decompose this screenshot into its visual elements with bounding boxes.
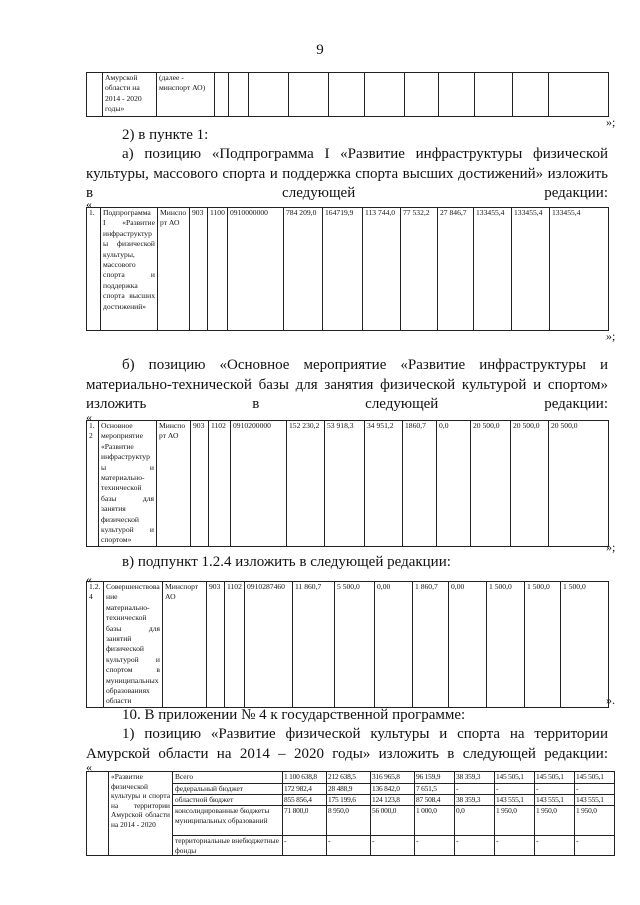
row-value: 133455,4 xyxy=(550,208,609,331)
row-value: 133455,4 xyxy=(512,208,550,331)
funding-value: 1 950,0 xyxy=(535,806,575,836)
row-value: 1 860,7 xyxy=(413,582,449,708)
funding-value: 38 359,3 xyxy=(455,795,495,806)
funding-value: 316 965,8 xyxy=(371,772,415,784)
row-number: 1.2.4 xyxy=(87,582,104,708)
paragraph-v: в) подпункт 1.2.4 изложить в следующей редакции: xyxy=(122,554,451,570)
row-code-3: 0910200000 xyxy=(231,421,287,547)
paragraph-a: а) позицию «Подпрограмма I «Развитие инфраструктуры физической культуры, массового спорта и поддержка спорта высших достижений» изложить в следующей редакции: xyxy=(86,146,608,201)
row-value: 0,0 xyxy=(437,421,471,547)
row-value: 784 209,0 xyxy=(284,208,323,331)
row-code-3: 0910287460 xyxy=(245,582,293,708)
row-code-1: 903 xyxy=(190,208,208,331)
open-quote: « xyxy=(86,197,92,211)
funding-value: 143 555,1 xyxy=(535,795,575,806)
funding-value: 56 000,0 xyxy=(371,806,415,836)
row-value: 27 846,7 xyxy=(438,208,474,331)
table-cell xyxy=(439,73,475,117)
funding-value: 145 505,1 xyxy=(495,772,535,784)
funding-source-label: областной бюджет xyxy=(173,795,283,806)
row-value: 20 500,0 xyxy=(549,421,609,547)
funding-value: 1 950,0 xyxy=(575,806,615,836)
table-cell xyxy=(289,73,329,117)
row-value: 20 500,0 xyxy=(511,421,549,547)
funding-value: 71 800,0 xyxy=(283,806,327,836)
row-value: 0,00 xyxy=(375,582,413,708)
funding-value: 172 982,4 xyxy=(283,784,327,795)
row-code-1: 903 xyxy=(191,421,209,547)
open-quote: « xyxy=(86,410,92,424)
row-value: 34 951,2 xyxy=(365,421,403,547)
funding-value: 1 000,0 xyxy=(415,806,455,836)
funding-value: - xyxy=(535,836,575,856)
funding-value: - xyxy=(455,784,495,795)
funding-value: - xyxy=(495,784,535,795)
close-quote: »; xyxy=(606,540,616,554)
funding-source-label: консолидированные бюджеты муниципальных образований xyxy=(173,806,283,836)
funding-value: 0,0 xyxy=(455,806,495,836)
table-cell xyxy=(229,73,249,117)
table-cell: Амурской области на 2014 - 2020 годы» xyxy=(103,73,157,117)
table-funding-sources xyxy=(86,771,615,856)
funding-value: - xyxy=(535,784,575,795)
table-subprogram-1 xyxy=(86,207,609,331)
row-executor: Минспорт АО xyxy=(163,582,207,708)
funding-value: - xyxy=(327,836,371,856)
close-quote: »; xyxy=(606,115,616,129)
row-value: 1 500,0 xyxy=(487,582,525,708)
funding-value: 212 638,5 xyxy=(327,772,371,784)
table-cell xyxy=(475,73,513,117)
row-value: 53 918,3 xyxy=(325,421,365,547)
funding-value: - xyxy=(415,836,455,856)
row-value: 113 744,0 xyxy=(363,208,401,331)
row-value: 152 230,2 xyxy=(287,421,325,547)
funding-value: 145 505,1 xyxy=(535,772,575,784)
row-name: Подпрограмма I «Развитие инфраструктуры физической культуры, массового спорта и поддержка спорта высших достижений» xyxy=(101,208,158,331)
table-cell: (далее - минспорт АО) xyxy=(157,73,215,117)
funding-value: - xyxy=(283,836,327,856)
table-cell xyxy=(249,73,289,117)
funding-value: 87 508,4 xyxy=(415,795,455,806)
close-quote: ». xyxy=(606,693,615,707)
row-code-2: 1100 xyxy=(208,208,228,331)
row-executor: Минспорт АО xyxy=(158,208,190,331)
table-cell xyxy=(365,73,405,117)
funding-value: - xyxy=(575,784,615,795)
row-number: 1.2 xyxy=(87,421,99,547)
funding-source-label: территориальные внебюджетные фонды xyxy=(173,836,283,856)
row-value: 5 500,0 xyxy=(335,582,375,708)
row-value: 1 500,0 xyxy=(561,582,609,708)
row-value: 133455,4 xyxy=(474,208,512,331)
row-value: 1 500,0 xyxy=(525,582,561,708)
funding-value: 1 950,0 xyxy=(495,806,535,836)
funding-value: 8 950,0 xyxy=(327,806,371,836)
paragraph-b: б) позицию «Основное мероприятие «Развитие инфраструктуры и материально-технической базы для занятия физической культурой и спортом» изложить в следующей редакции: xyxy=(86,357,608,412)
table-cell xyxy=(87,772,109,856)
table-main-activity-1-2 xyxy=(86,420,609,547)
funding-value: 124 123,8 xyxy=(371,795,415,806)
row-value: 1860,7 xyxy=(403,421,437,547)
row-value: 20 500,0 xyxy=(471,421,511,547)
program-name: «Развитие физической культуры и спорта на территории Амурской области на 2014 - 2020 xyxy=(109,772,173,856)
row-code-2: 1102 xyxy=(209,421,231,547)
page-number: 9 xyxy=(316,42,324,58)
row-value: 11 860,7 xyxy=(293,582,335,708)
table-subitem-1-2-4 xyxy=(86,581,609,708)
funding-value: - xyxy=(371,836,415,856)
row-executor: Минспорт АО xyxy=(157,421,191,547)
table-cell xyxy=(87,73,103,117)
row-value: 0,00 xyxy=(449,582,487,708)
open-quote: « xyxy=(86,760,92,774)
row-name: Совершенствование материально-технической базы для занятий физической культурой и спортом в муниципальных образованиях области xyxy=(104,582,163,708)
funding-source-label: федеральный бюджет xyxy=(173,784,283,795)
open-quote: « xyxy=(86,572,92,586)
funding-value: 28 488,9 xyxy=(327,784,371,795)
funding-value: 7 651,5 xyxy=(415,784,455,795)
table-cell xyxy=(513,73,549,117)
funding-value: 136 842,0 xyxy=(371,784,415,795)
table-cell xyxy=(329,73,365,117)
row-value: 164719,9 xyxy=(323,208,363,331)
funding-value: - xyxy=(455,836,495,856)
funding-value: 1 100 638,8 xyxy=(283,772,327,784)
paragraph-1: 1) позицию «Развитие физической культуры и спорта на территории Амурской области на 2014 – 2020 годы» изложить в следующей редакции: xyxy=(86,726,608,762)
funding-value: - xyxy=(575,836,615,856)
funding-value: - xyxy=(495,836,535,856)
funding-source-label: Всего xyxy=(173,772,283,784)
funding-value: 145 505,1 xyxy=(575,772,615,784)
table-continuation xyxy=(86,72,609,117)
table-cell xyxy=(405,73,439,117)
row-number: 1. xyxy=(87,208,101,331)
row-code-3: 0910000000 xyxy=(228,208,284,331)
row-name: Основное мероприятие «Развитие инфраструктуры и материально-технической базы для занятия физической культурой и спортом» xyxy=(99,421,157,547)
funding-value: 143 555,1 xyxy=(495,795,535,806)
funding-value: 96 159,9 xyxy=(415,772,455,784)
row-value: 77 532,2 xyxy=(401,208,438,331)
row-code-1: 903 xyxy=(207,582,225,708)
funding-value: 143 555,1 xyxy=(575,795,615,806)
table-cell xyxy=(549,73,609,117)
section-2-heading: 2) в пункте 1: xyxy=(122,127,209,143)
funding-value: 38 359,3 xyxy=(455,772,495,784)
row-code-2: 1102 xyxy=(225,582,245,708)
close-quote: »; xyxy=(606,329,616,343)
table-cell xyxy=(215,73,229,117)
funding-value: 175 199,6 xyxy=(327,795,371,806)
funding-value: 855 856,4 xyxy=(283,795,327,806)
section-10-heading: 10. В приложении № 4 к государственной программе: xyxy=(122,707,466,723)
